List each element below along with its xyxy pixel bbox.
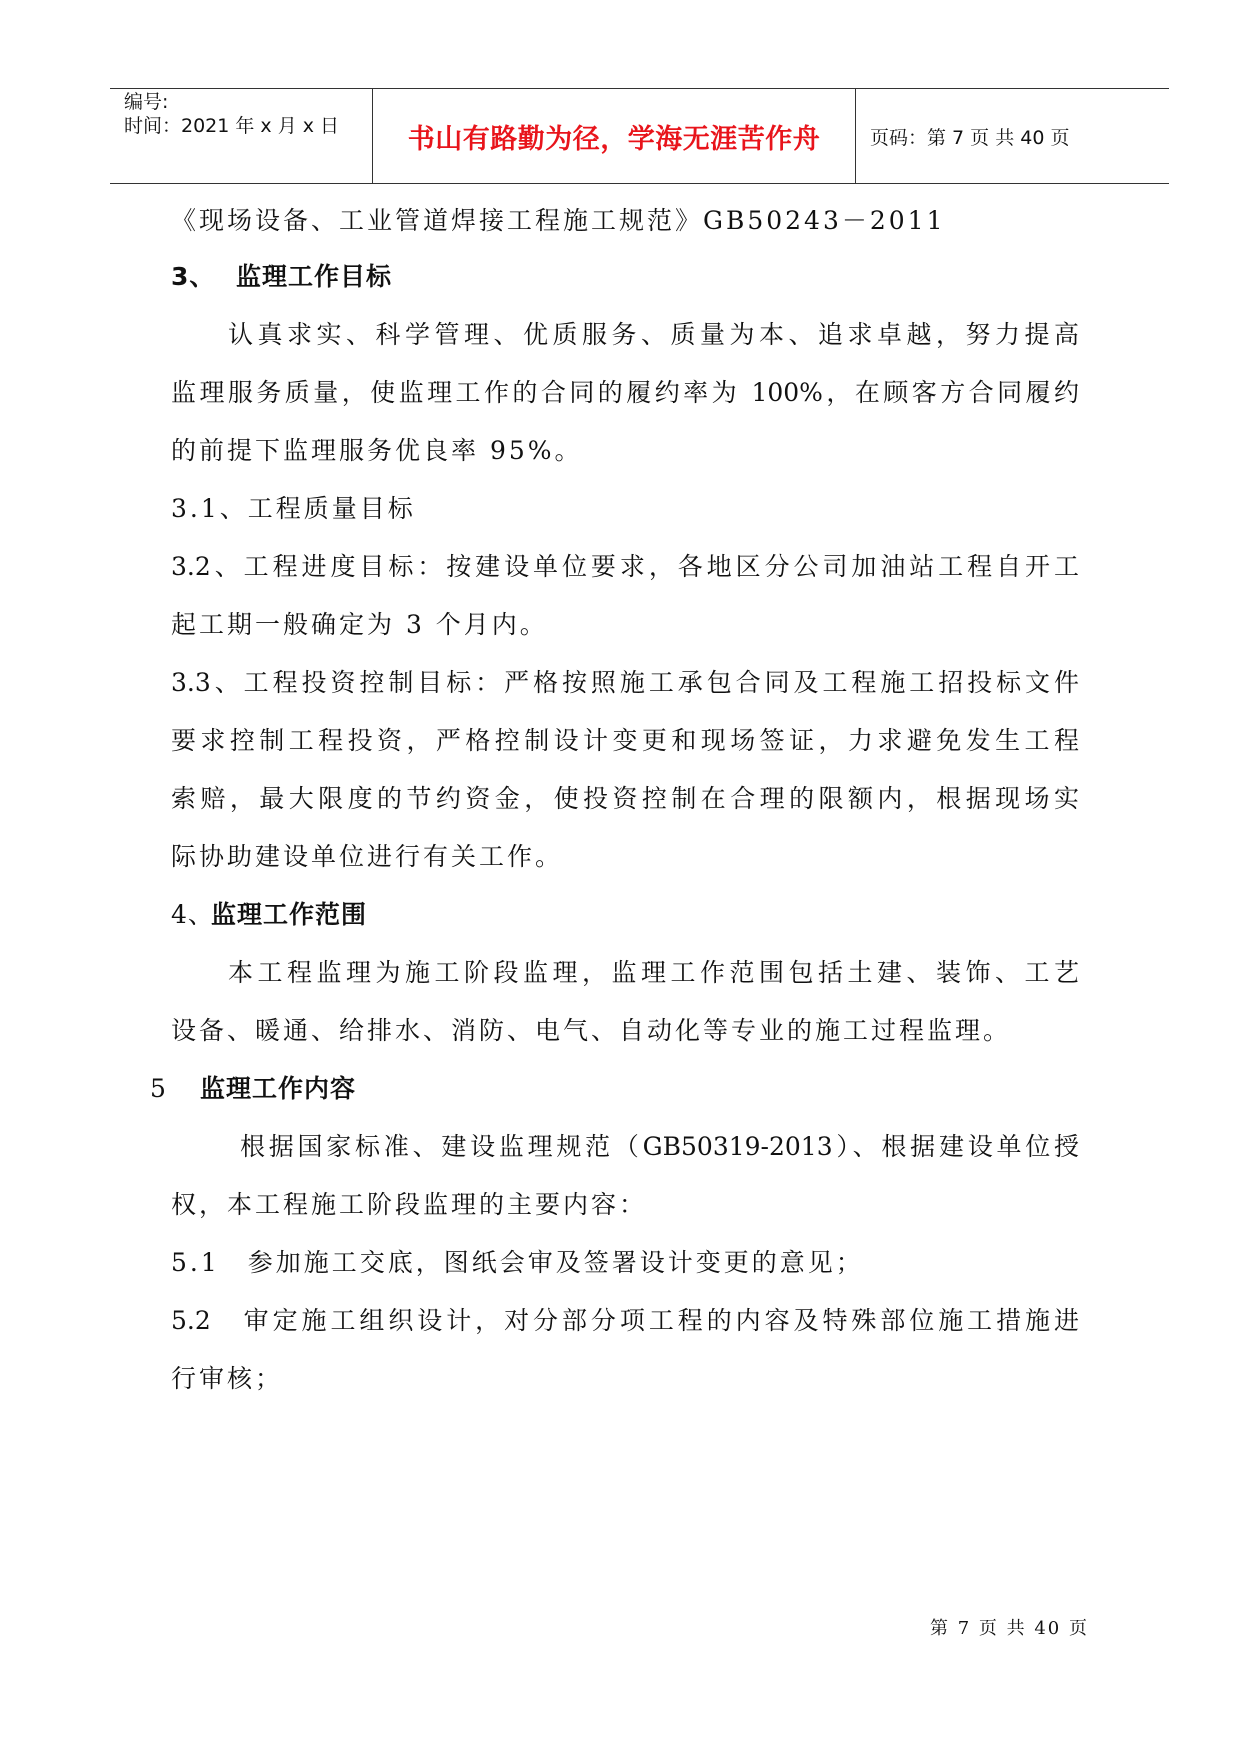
subsection-line: 3.2、工程进度目标：按建设单位要求，各地区分公司加油站工程自开工 bbox=[171, 552, 1079, 581]
section-title: 监理工作内容 bbox=[200, 1074, 357, 1103]
paragraph-line: 设备、暖通、给排水、消防、电气、自动化等专业的施工过程监理。 bbox=[171, 1016, 1012, 1045]
page-header bbox=[110, 88, 1169, 184]
paragraph-line: 监理服务质量，使监理工作的合同的履约率为 100%，在顾客方合同履约 bbox=[171, 378, 1079, 407]
header-page-info: 页码：第 7 页 共 40 页 bbox=[870, 126, 1070, 149]
section-number: 5 bbox=[150, 1074, 167, 1103]
section-heading-5 bbox=[150, 1073, 356, 1105]
section-title: 监理工作范围 bbox=[211, 900, 368, 929]
paragraph-line: 本工程监理为施工阶段监理，监理工作范围包括土建、装饰、工艺 bbox=[228, 958, 1079, 987]
paragraph-line: 根据国家标准、建设监理规范（GB50319-2013）、根据建设单位授 bbox=[240, 1132, 1079, 1161]
paragraph-line: 起工期一般确定为 3 个月内。 bbox=[171, 610, 548, 639]
section-title: 监理工作目标 bbox=[236, 262, 393, 291]
paragraph-line: 索赔，最大限度的节约资金，使投资控制在合理的限额内，根据现场实 bbox=[171, 784, 1079, 813]
header-motto-cell bbox=[372, 89, 856, 183]
subsection-line: 3.3、工程投资控制目标：严格按照施工承包合同及工程施工招投标文件 bbox=[171, 668, 1079, 697]
document-code-label: 编号: bbox=[124, 91, 169, 113]
paragraph-line: 际协助建设单位进行有关工作。 bbox=[171, 842, 564, 871]
section-heading-3 bbox=[171, 261, 392, 293]
list-item: 5.1 参加施工交底，图纸会审及签署设计变更的意见； bbox=[171, 1248, 864, 1277]
header-meta-cell bbox=[110, 89, 372, 183]
header-motto: 书山有路勤为径，学海无涯苦作舟 bbox=[407, 123, 821, 155]
text-line: 《现场设备、工业管道焊接工程施工规范》GB50243－2011 bbox=[171, 206, 946, 235]
paragraph-line: 行审核； bbox=[171, 1364, 284, 1393]
paragraph-line: 的前提下监理服务优良率 95%。 bbox=[171, 436, 583, 465]
document-time-label: 时间：2021 年 x 月 x 日 bbox=[124, 115, 340, 137]
header-page-cell bbox=[856, 89, 1169, 183]
paragraph-line: 权，本工程施工阶段监理的主要内容： bbox=[171, 1190, 648, 1219]
paragraph-line: 认真求实、科学管理、优质服务、质量为本、追求卓越，努力提高 bbox=[228, 320, 1079, 349]
subsection-line: 3.1、工程质量目标 bbox=[171, 494, 416, 523]
list-item: 5.2 审定施工组织设计，对分部分项工程的内容及特殊部位施工措施进 bbox=[171, 1306, 1079, 1335]
page-footer: 第 7 页 共 40 页 bbox=[930, 1618, 1089, 1639]
section-number: 3、 bbox=[171, 262, 216, 291]
section-heading-4 bbox=[171, 899, 367, 931]
section-number: 4、 bbox=[171, 900, 214, 929]
paragraph-line: 要求控制工程投资，严格控制设计变更和现场签证，力求避免发生工程 bbox=[171, 726, 1079, 755]
